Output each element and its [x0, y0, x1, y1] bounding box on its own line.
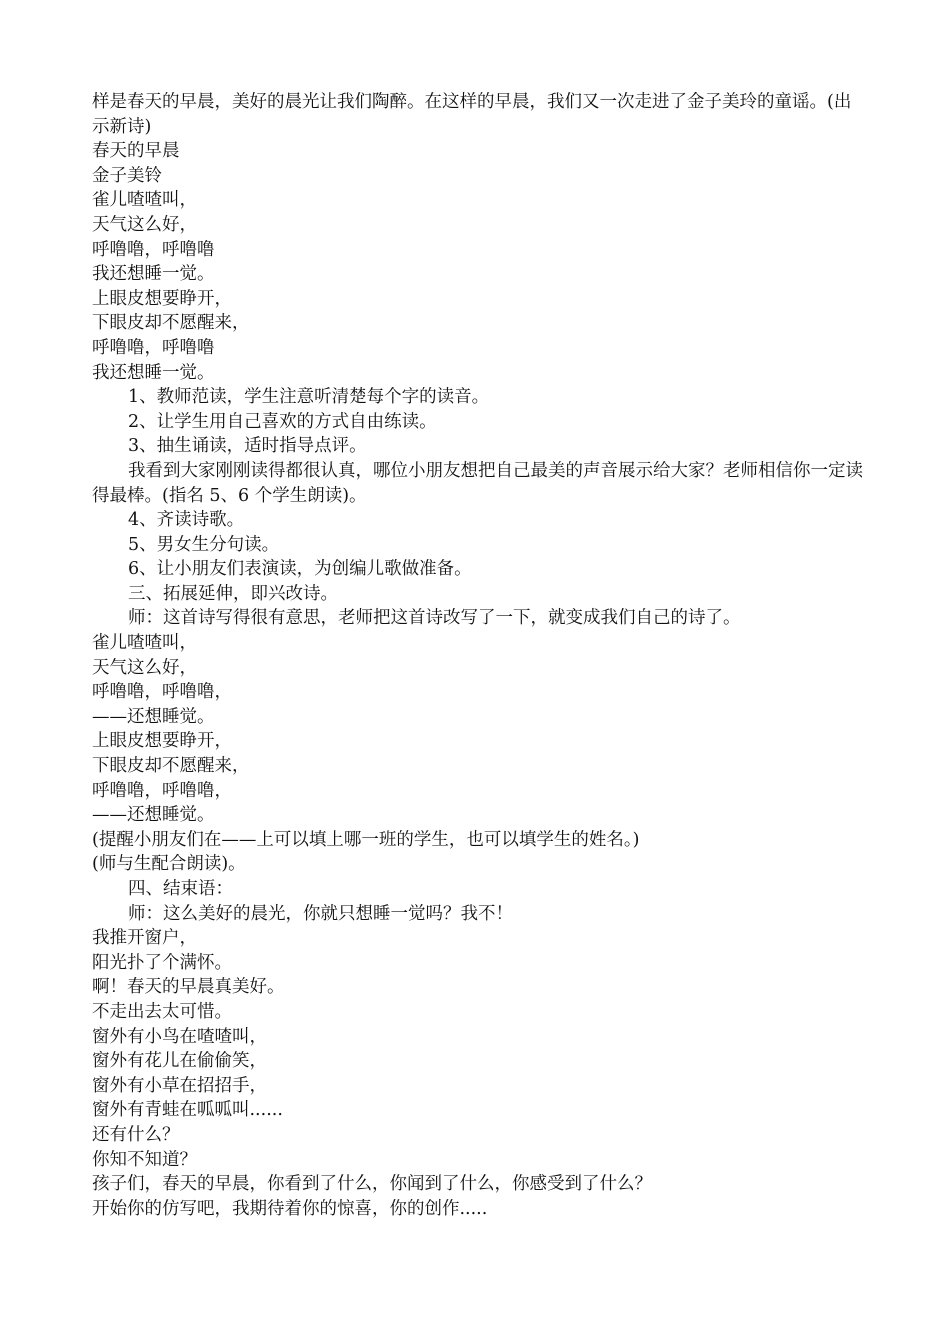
text-line: 呼噜噜，呼噜噜， — [92, 682, 232, 703]
text-line: 春天的早晨 — [92, 141, 180, 162]
text-line: 师：这么美好的晨光，你就只想睡一觉吗？我不！ — [128, 903, 513, 924]
text-line: 窗外有青蛙在呱呱叫...... — [92, 1100, 283, 1121]
text-line: 三、拓展延伸，即兴改诗。 — [128, 583, 338, 604]
text-line: 我看到大家刚刚读得都很认真，哪位小朋友想把自己最美的声音展示给大家？老师相信你一定读得最棒。(指名 5、6 个学生朗读)。 — [92, 460, 863, 506]
text-line: 呼噜噜，呼噜噜 — [92, 239, 215, 260]
text-line: 天气这么好， — [92, 657, 197, 678]
text-line: 我还想睡一觉。 — [92, 362, 215, 383]
text-line: 啊！春天的早晨真美好。 — [92, 977, 285, 998]
text-line: ——还想睡觉。 — [92, 805, 215, 826]
text-line: 雀儿喳喳叫， — [92, 190, 197, 211]
text-line: 1、教师范读，学生注意听清楚每个字的读音。 — [128, 387, 490, 408]
text-line: 师：这首诗写得很有意思，老师把这首诗改写了一下，就变成我们自己的诗了。 — [128, 608, 741, 629]
text-line: 呼噜噜，呼噜噜， — [92, 780, 232, 801]
text-line: ——还想睡觉。 — [92, 706, 215, 727]
text-line: 3、抽生诵读，适时指导点评。 — [128, 436, 367, 457]
text-line: 下眼皮却不愿醒来， — [92, 313, 250, 334]
text-line: 窗外有小草在招招手， — [92, 1075, 267, 1096]
text-line: 四、结束语： — [128, 879, 233, 899]
text-line: 孩子们，春天的早晨，你看到了什么，你闻到了什么，你感受到了什么？ — [92, 1174, 652, 1195]
text-line: 上眼皮想要睁开， — [92, 288, 232, 309]
text-line: 下眼皮却不愿醒来， — [92, 756, 250, 777]
text-line: 样是春天的早晨，美好的晨光让我们陶醉。在这样的早晨，我们又一次走进了金子美玲的童谣。(出示新诗) — [92, 92, 852, 137]
text-line: 阳光扑了个满怀。 — [92, 952, 232, 973]
text-line: 呼噜噜，呼噜噜 — [92, 337, 215, 358]
text-line: 4、齐读诗歌。 — [128, 510, 245, 531]
text-line: 你知不知道？ — [92, 1149, 197, 1170]
text-line: 2、让学生用自己喜欢的方式自由练读。 — [128, 411, 437, 432]
text-line: 我还想睡一觉。 — [92, 264, 215, 285]
text-line: 上眼皮想要睁开， — [92, 731, 232, 752]
text-line: 不走出去太可惜。 — [92, 1001, 232, 1022]
text-line: 6、让小朋友们表演读，为创编儿歌做准备。 — [128, 559, 472, 580]
document-page — [92, 90, 867, 1221]
text-line: 5、男女生分句读。 — [128, 534, 280, 555]
text-line: 金子美铃 — [92, 165, 162, 186]
text-line: (提醒小朋友们在——上可以填上哪一班的学生，也可以填学生的姓名。) — [92, 829, 640, 850]
text-line: 开始你的仿写吧，我期待着你的惊喜，你的创作..... — [92, 1198, 488, 1219]
text-line: 还有什么？ — [92, 1124, 180, 1145]
text-line: 天气这么好， — [92, 214, 197, 235]
text-line: 雀儿喳喳叫， — [92, 633, 197, 654]
text-line: 窗外有小鸟在喳喳叫， — [92, 1026, 267, 1047]
text-line: 窗外有花儿在偷偷笑， — [92, 1051, 267, 1072]
text-line: 我推开窗户， — [92, 928, 197, 949]
text-line: (师与生配合朗读)。 — [92, 854, 246, 875]
